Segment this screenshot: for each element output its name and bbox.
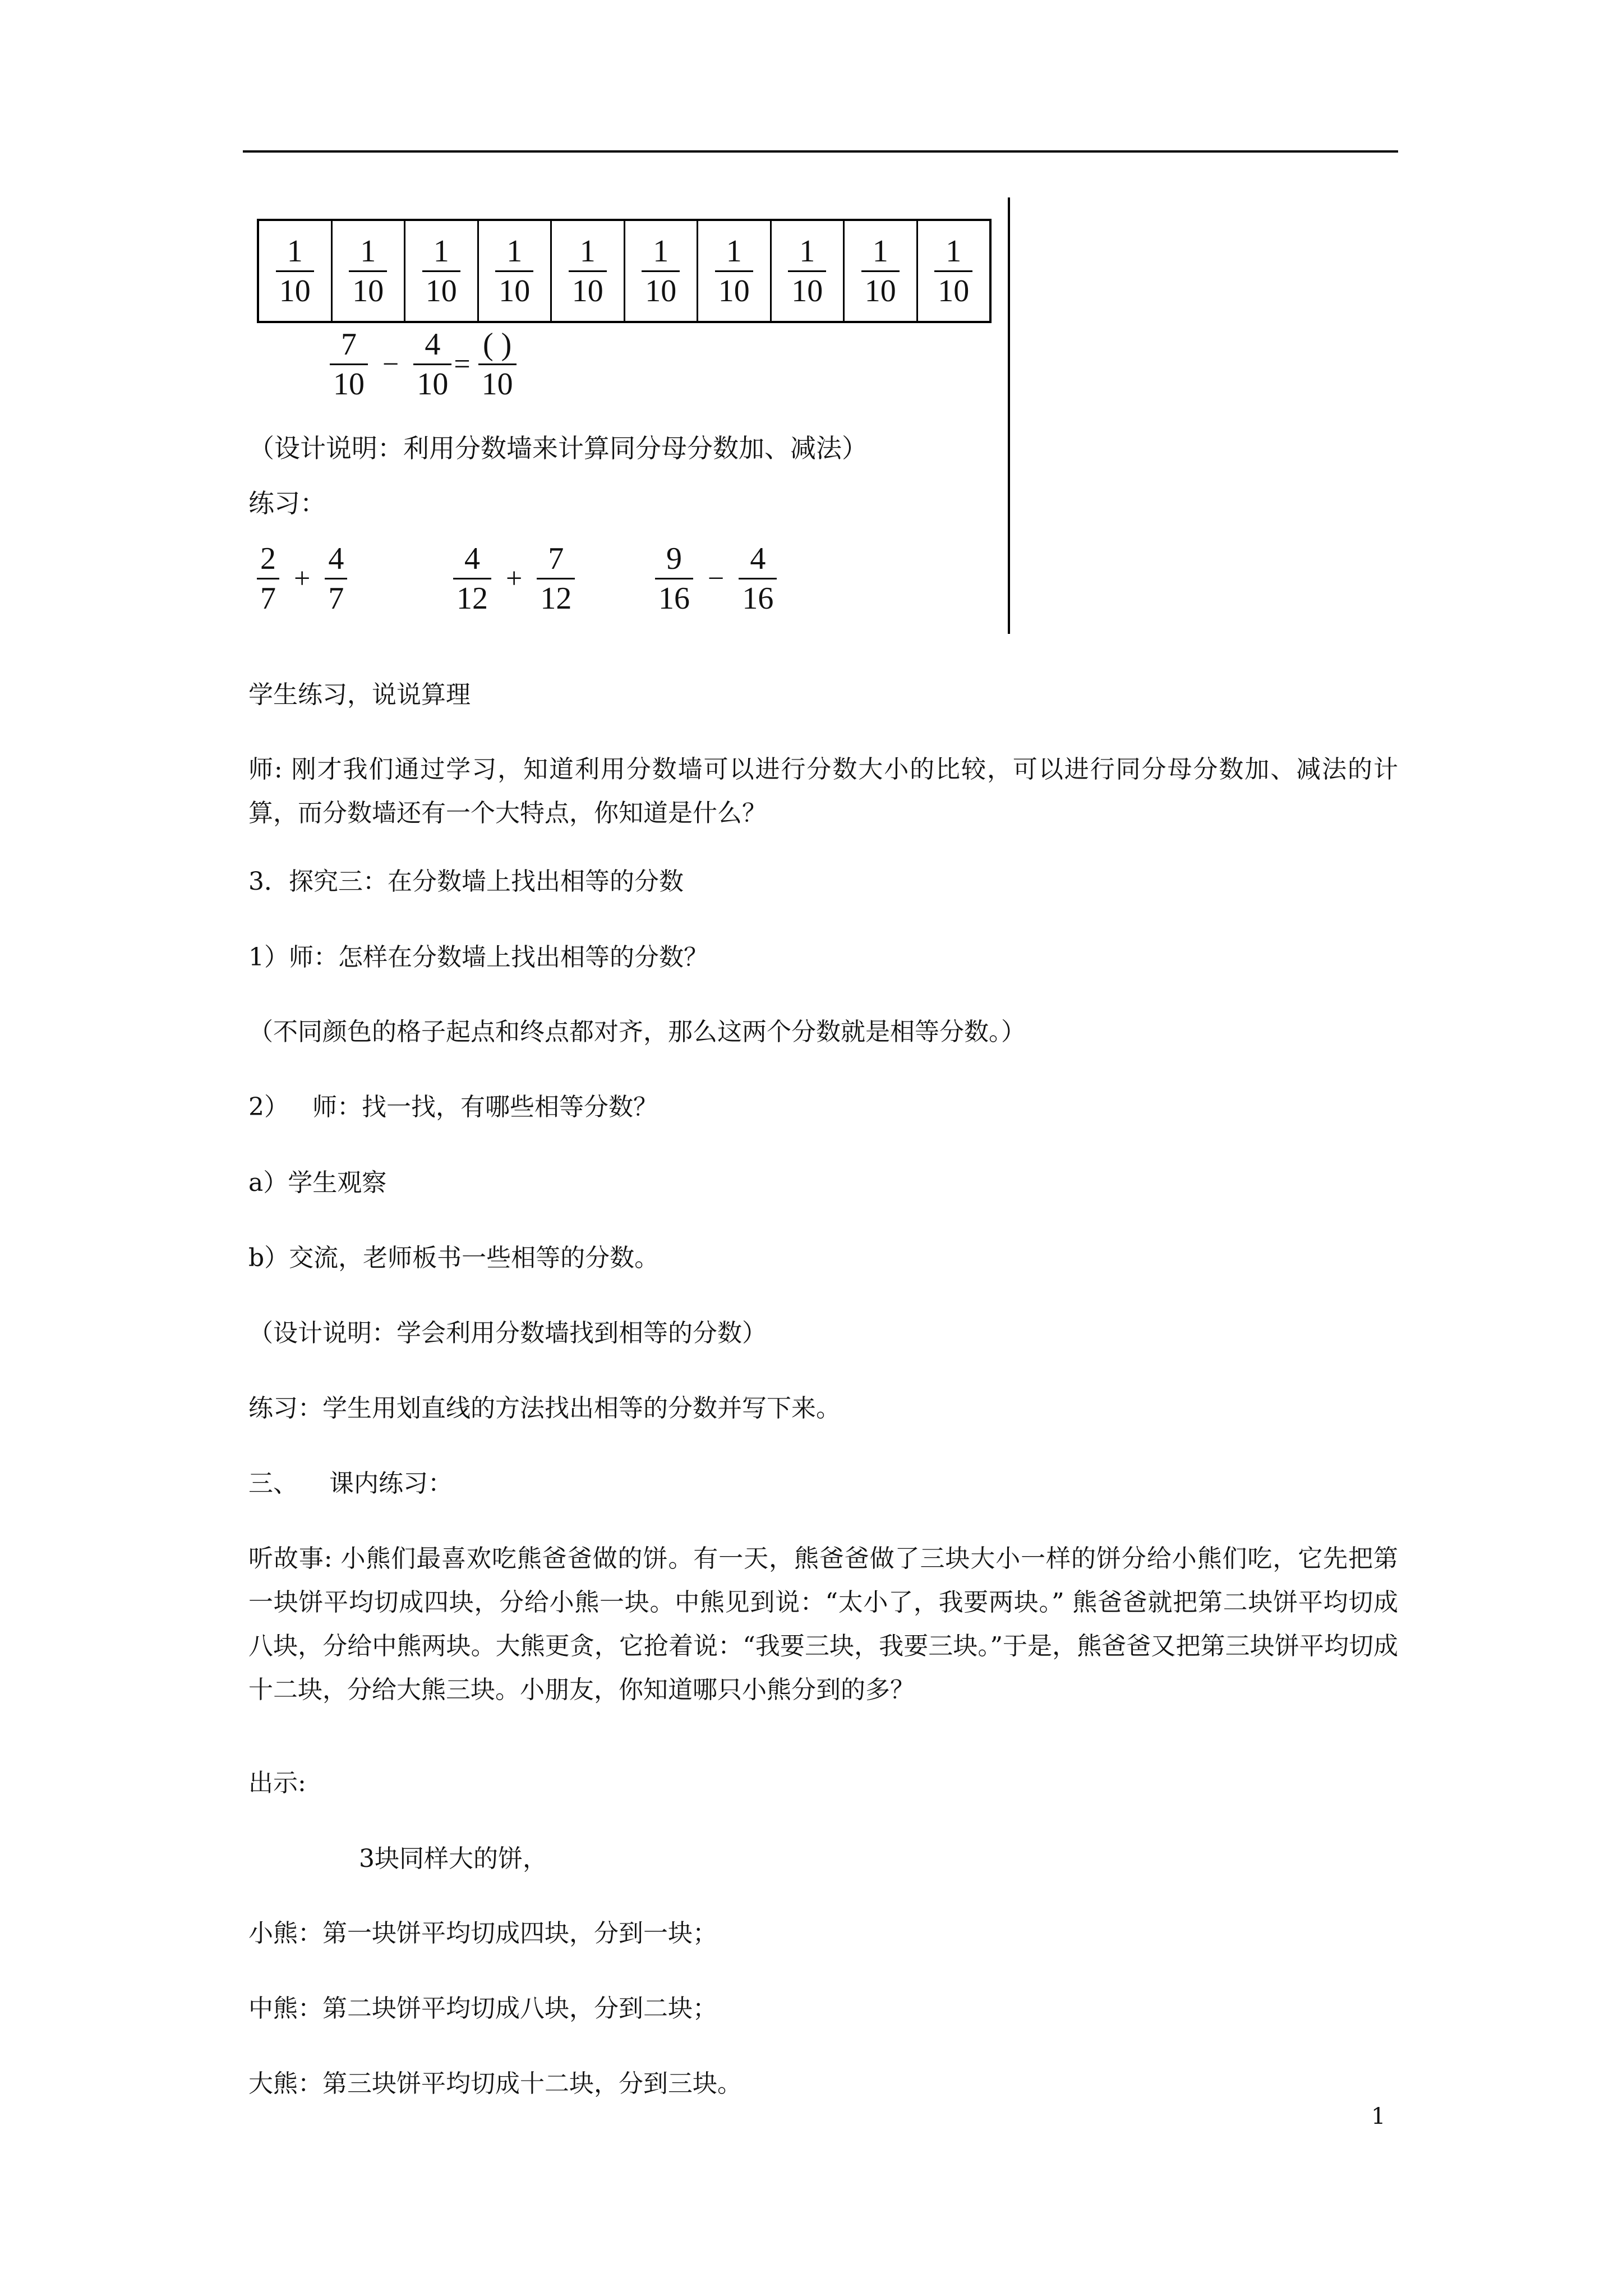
fraction: $\frac{1}{10}$ <box>861 236 900 307</box>
fraction-wall <box>257 219 992 323</box>
fraction: $\frac{4}{12}$ <box>453 543 491 614</box>
page-number: 1 <box>1371 2104 1386 2129</box>
fraction: $\frac{1}{10}$ <box>276 236 314 307</box>
fraction: $\frac{1}{10}$ <box>788 236 826 307</box>
fraction: $\frac{4}{10}$ <box>413 329 451 400</box>
fraction: $\frac{1}{10}$ <box>569 236 607 307</box>
wall-cell <box>331 221 404 321</box>
wall-cell <box>770 221 843 321</box>
minus-sign: − <box>382 348 399 380</box>
fraction: $\frac{7}{10}$ <box>330 329 368 400</box>
paragraph: 2） 师：找一找，有哪些相等分数？ <box>248 1093 658 1121</box>
wall-cell <box>843 221 916 321</box>
minus-sign: − <box>708 563 725 595</box>
paragraph: b）交流，老师板书一些相等的分数。 <box>248 1244 660 1272</box>
paragraph: 中熊：第二块饼平均切成八块，分到二块； <box>248 1994 717 2023</box>
wall-cell <box>259 221 331 321</box>
equals-sign: = <box>454 348 471 380</box>
paragraph: a）学生观察 <box>248 1168 387 1197</box>
fraction: $\frac{1}{10}$ <box>495 236 533 307</box>
paragraph: 1）师：怎样在分数墙上找出相等的分数？ <box>248 943 708 972</box>
wall-cell <box>916 221 990 321</box>
fraction: $\frac{7}{12}$ <box>537 543 575 614</box>
paragraph: 师: 刚才我们通过学习，知道利用分数墙可以进行分数大小的比较，可以进行同分母分数加、减法的计算，而分数墙还有一个大特点，你知道是什么？ <box>248 755 1398 827</box>
fraction: $\frac{1}{10}$ <box>422 236 460 307</box>
section-heading: 三、 课内练习： <box>248 1469 453 1498</box>
fraction: $\frac{1}{10}$ <box>349 236 387 307</box>
fraction: $\frac{2}{7}$ <box>257 543 279 614</box>
plus-sign: + <box>294 563 311 595</box>
paragraph: 大熊：第三块饼平均切成十二块，分到三块。 <box>248 2069 742 2098</box>
practice-item <box>655 543 777 614</box>
design-note-1: （设计说明：利用分数墙来计算同分母分数加、减法） <box>248 433 868 463</box>
paragraph: 学生练习，说说算理 <box>248 680 471 709</box>
paragraph: 3块同样大的饼， <box>359 1844 547 1873</box>
wall-cell <box>404 221 477 321</box>
figure-border-line <box>1008 197 1010 634</box>
fraction: $\frac{1}{10}$ <box>642 236 680 307</box>
fraction: $\frac{4}{16}$ <box>739 543 777 614</box>
wall-cell <box>697 221 770 321</box>
paragraph: 练习：学生用划直线的方法找出相等的分数并写下来。 <box>248 1394 841 1423</box>
paragraph: 出示: <box>248 1769 306 1797</box>
fraction: $\frac{9}{16}$ <box>655 543 693 614</box>
plus-sign: + <box>506 563 523 595</box>
wall-cell <box>477 221 551 321</box>
fraction: $\frac{4}{7}$ <box>325 543 347 614</box>
wall-cell <box>550 221 624 321</box>
practice-label: 练习： <box>248 488 326 518</box>
fraction: $\frac{( )}{10}$ <box>478 329 517 400</box>
subtraction-equation <box>330 329 517 400</box>
header-rule <box>243 150 1398 153</box>
story-paragraph: 听故事: 小熊们最喜欢吃熊爸爸做的饼。有一天，熊爸爸做了三块大小一样的饼分给小熊们吃，它先把第一块饼平均切成四块，分给小熊一块。中熊见到说：“太小了，我要两块。” 熊爸爸就把第二块饼平均切成八块，分给中熊两块。大熊更贪，它抢着说：“我要三块，我要三块。”于是，熊爸爸又把第三块饼平均切成十二块，分给大熊三块。小朋友，你知道哪只小熊分到的多？ <box>248 1544 1398 1704</box>
fraction: $\frac{1}{10}$ <box>934 236 972 307</box>
practice-item <box>257 543 347 614</box>
practice-item <box>453 543 575 614</box>
fraction: $\frac{1}{10}$ <box>715 236 753 307</box>
wall-cell <box>624 221 697 321</box>
section-heading: 3．探究三：在分数墙上找出相等的分数 <box>248 867 684 896</box>
paragraph: （不同颜色的格子起点和终点都对齐，那么这两个分数就是相等分数。） <box>248 1018 1026 1046</box>
paragraph: （设计说明：学会利用分数墙找到相等的分数） <box>248 1319 767 1347</box>
paragraph: 小熊：第一块饼平均切成四块，分到一块； <box>248 1919 717 1948</box>
